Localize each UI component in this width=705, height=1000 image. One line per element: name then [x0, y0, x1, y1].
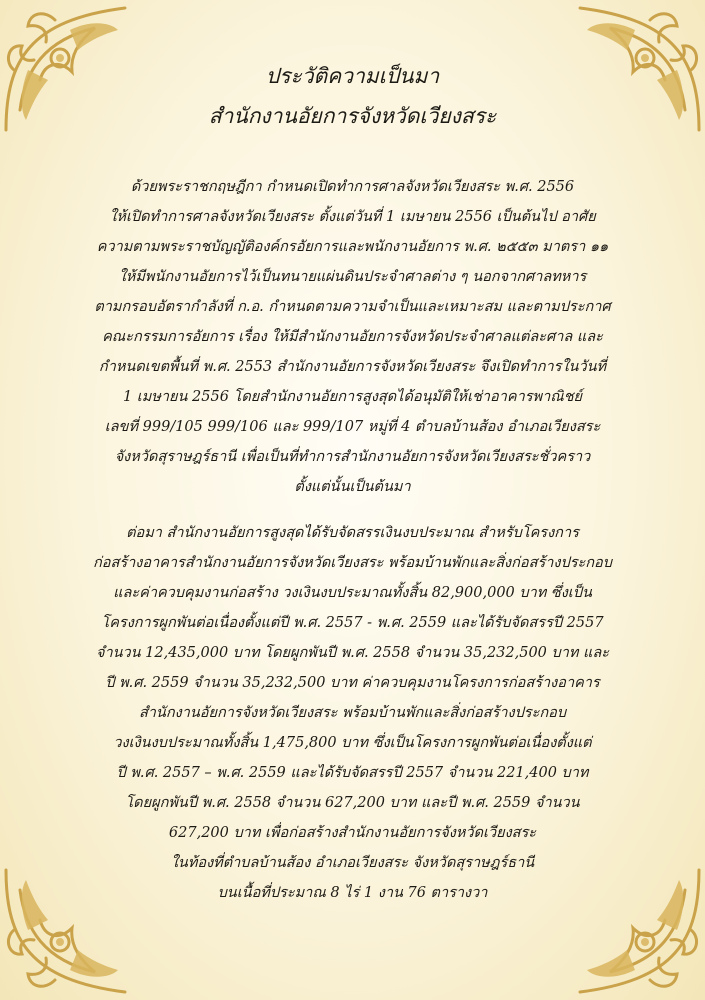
text-line: สำนักงานอัยการจังหวัดเวียงสระ พร้อมบ้านพักและสิ่งก่อสร้างประกอบ — [138, 705, 567, 721]
title-line-2: สำนักงานอัยการจังหวัดเวียงสระ — [208, 104, 497, 128]
text-line: ตั้งแต่นั้นเป็นต้นมา — [294, 479, 411, 495]
paragraph-1 — [22, 172, 683, 502]
text-line: ก่อสร้างอาคารสำนักงานอัยการจังหวัดเวียงสระ พร้อมบ้านพักและสิ่งก่อสร้างประกอบ — [93, 555, 612, 571]
title-line-1: ประวัติความเป็นมา — [265, 64, 440, 88]
paragraph-2 — [22, 518, 683, 908]
text-line: ตามกรอบอัตรากำลังที่ ก.อ. กำหนดตามความจำเป็นและเหมาะสม และตามประกาศ — [94, 299, 611, 315]
text-line: คณะกรรมการอัยการ เรื่อง ให้มีสำนักงานอัยการจังหวัดประจำศาลแต่ละศาล และ — [102, 329, 603, 345]
text-line: ให้มีพนักงานอัยการไว้เป็นทนายแผ่นดินประจำศาลต่าง ๆ นอกจากศาลทหาร — [118, 269, 587, 285]
text-line: วงเงินงบประมาณทั้งสิ้น 1,475,800 บาท ซึ่งเป็นโครงการผูกพันต่อเนื่องตั้งแต่ — [113, 735, 592, 751]
text-line: ในท้องที่ตำบลบ้านส้อง อำเภอเวียงสระ จังหวัดสุราษฎร์ธานี — [170, 855, 535, 871]
text-line: กำหนดเขตพื้นที่ พ.ศ. 2553 สำนักงานอัยการจังหวัดเวียงสระ จึงเปิดทำการในวันที่ — [98, 359, 607, 375]
text-line: ปี พ.ศ. 2559 จำนวน 35,232,500 บาท ค่าควบคุมงานโครงการก่อสร้างอาคาร — [105, 675, 600, 691]
text-line: 1 เมษายน 2556 โดยสำนักงานอัยการสูงสุดได้อนุมัติให้เช่าอาคารพาณิชย์ — [122, 389, 583, 405]
text-line: ต่อมา สำนักงานอัยการสูงสุดได้รับจัดสรรเงินงบประมาณ สำหรับโครงการ — [126, 525, 579, 541]
text-line: ด้วยพระราชกฤษฎีกา กำหนดเปิดทำการศาลจังหวัดเวียงสระ พ.ศ. 2556 — [130, 179, 575, 195]
history-text — [22, 172, 683, 908]
text-line: บนเนื้อที่ประมาณ 8 ไร่ 1 งาน 76 ตารางวา — [217, 885, 488, 901]
text-line: เลขที่ 999/105 999/106 และ 999/107 หมู่ที่ 4 ตำบลบ้านส้อง อำเภอเวียงสระ — [104, 419, 601, 435]
text-line: ให้เปิดทำการศาลจังหวัดเวียงสระ ตั้งแต่วันที่ 1 เมษายน 2556 เป็นต้นไป อาศัย — [109, 209, 596, 225]
text-line: จำนวน 12,435,000 บาท โดยผูกพันปี พ.ศ. 2558 จำนวน 35,232,500 บาท และ — [95, 645, 610, 661]
text-line: จังหวัดสุราษฎร์ธานี เพื่อเป็นที่ทำการสำนักงานอัยการจังหวัดเวียงสระชั่วคราว — [114, 449, 591, 465]
page-title — [0, 56, 705, 136]
text-line: และค่าควบคุมงานก่อสร้าง วงเงินงบประมาณทั้งสิ้น 82,900,000 บาท ซึ่งเป็น — [113, 585, 592, 601]
text-line: 627,200 บาท เพื่อก่อสร้างสำนักงานอัยการจังหวัดเวียงสระ — [168, 825, 537, 841]
text-line: โครงการผูกพันต่อเนื่องตั้งแต่ปี พ.ศ. 2557 - พ.ศ. 2559 และได้รับจัดสรรปี 2557 — [101, 615, 604, 631]
text-line: ปี พ.ศ. 2557 – พ.ศ. 2559 และได้รับจัดสรรปี 2557 จำนวน 221,400 บาท — [116, 765, 589, 781]
text-line: โดยผูกพันปี พ.ศ. 2558 จำนวน 627,200 บาท และปี พ.ศ. 2559 จำนวน — [125, 795, 580, 811]
text-line: ความตามพระราชบัญญัติองค์กรอัยการและพนักงานอัยการ พ.ศ. ๒๕๕๓ มาตรา ๑๑ — [96, 239, 609, 255]
